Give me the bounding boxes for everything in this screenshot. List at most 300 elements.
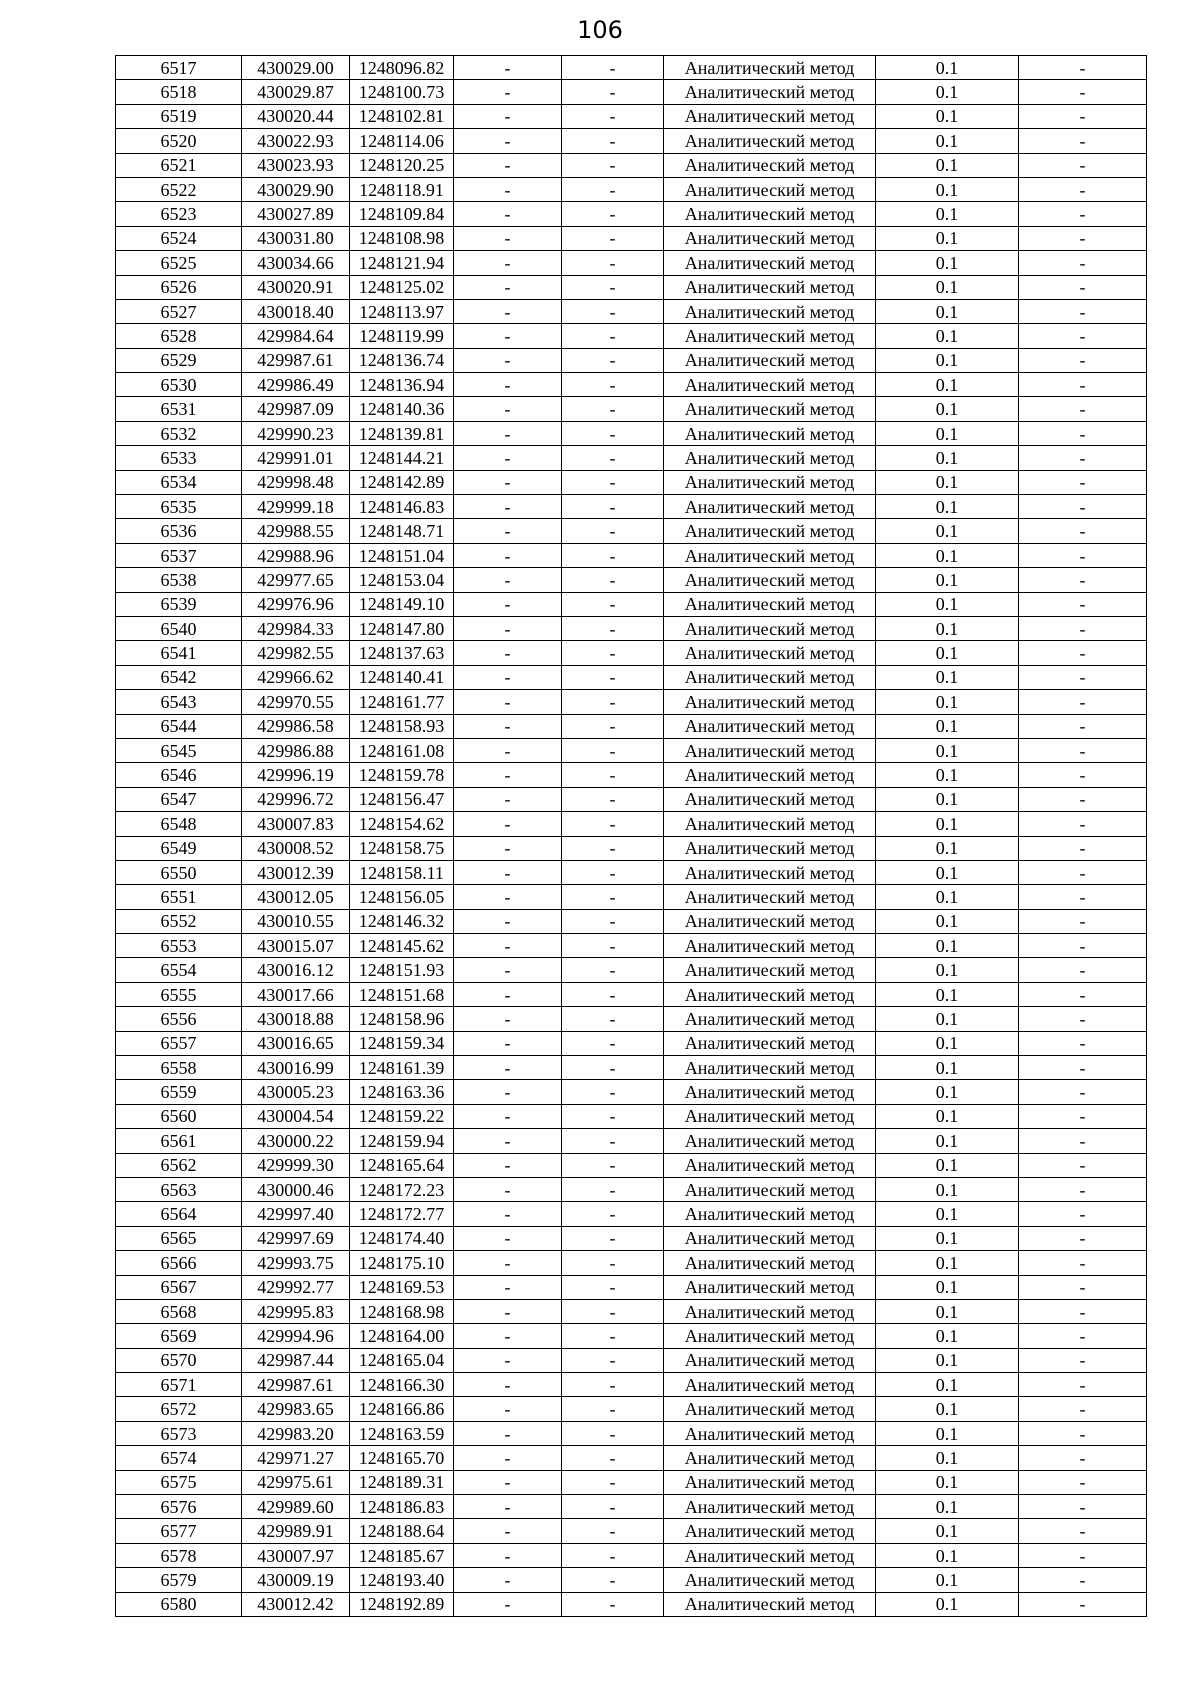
accuracy-cell: 0.1 [876, 1348, 1019, 1372]
x-coordinate-cell: 429987.44 [242, 1348, 350, 1372]
col8-cell: - [1019, 982, 1147, 1006]
method-cell: Аналитический метод [664, 202, 876, 226]
col5-cell: - [562, 1397, 664, 1421]
x-coordinate-cell: 429991.01 [242, 446, 350, 470]
method-cell: Аналитический метод [664, 958, 876, 982]
col4-cell: - [454, 1568, 562, 1592]
x-coordinate-cell: 430012.05 [242, 885, 350, 909]
col4-cell: - [454, 80, 562, 104]
col5-cell: - [562, 1251, 664, 1275]
method-cell: Аналитический метод [664, 129, 876, 153]
col8-cell: - [1019, 153, 1147, 177]
col5-cell: - [562, 1226, 664, 1250]
y-coordinate-cell: 1248120.25 [350, 153, 454, 177]
col5-cell: - [562, 714, 664, 738]
col8-cell: - [1019, 421, 1147, 445]
method-cell: Аналитический метод [664, 56, 876, 80]
point-number-cell: 6529 [116, 348, 242, 372]
point-number-cell: 6524 [116, 226, 242, 250]
point-number-cell: 6569 [116, 1324, 242, 1348]
table-row [116, 934, 1147, 958]
y-coordinate-cell: 1248145.62 [350, 934, 454, 958]
point-number-cell: 6532 [116, 421, 242, 445]
method-cell: Аналитический метод [664, 177, 876, 201]
table-row [116, 1031, 1147, 1055]
col5-cell: - [562, 592, 664, 616]
y-coordinate-cell: 1248158.93 [350, 714, 454, 738]
x-coordinate-cell: 430005.23 [242, 1080, 350, 1104]
col4-cell: - [454, 543, 562, 567]
table-row [116, 1104, 1147, 1128]
y-coordinate-cell: 1248156.47 [350, 787, 454, 811]
accuracy-cell: 0.1 [876, 641, 1019, 665]
table-row [116, 80, 1147, 104]
col4-cell: - [454, 568, 562, 592]
col5-cell: - [562, 763, 664, 787]
accuracy-cell: 0.1 [876, 934, 1019, 958]
table-row [116, 812, 1147, 836]
accuracy-cell: 0.1 [876, 738, 1019, 762]
x-coordinate-cell: 429997.69 [242, 1226, 350, 1250]
col8-cell: - [1019, 641, 1147, 665]
col4-cell: - [454, 1299, 562, 1323]
point-number-cell: 6538 [116, 568, 242, 592]
col4-cell: - [454, 202, 562, 226]
x-coordinate-cell: 429984.33 [242, 616, 350, 640]
col5-cell: - [562, 1373, 664, 1397]
col5-cell: - [562, 226, 664, 250]
method-cell: Аналитический метод [664, 1007, 876, 1031]
method-cell: Аналитический метод [664, 1446, 876, 1470]
x-coordinate-cell: 430007.97 [242, 1543, 350, 1567]
x-coordinate-cell: 429977.65 [242, 568, 350, 592]
point-number-cell: 6544 [116, 714, 242, 738]
accuracy-cell: 0.1 [876, 1470, 1019, 1494]
accuracy-cell: 0.1 [876, 616, 1019, 640]
y-coordinate-cell: 1248193.40 [350, 1568, 454, 1592]
col8-cell: - [1019, 495, 1147, 519]
col5-cell: - [562, 80, 664, 104]
point-number-cell: 6572 [116, 1397, 242, 1421]
col4-cell: - [454, 1251, 562, 1275]
method-cell: Аналитический метод [664, 1275, 876, 1299]
col4-cell: - [454, 1348, 562, 1372]
method-cell: Аналитический метод [664, 226, 876, 250]
table-row [116, 1080, 1147, 1104]
col4-cell: - [454, 226, 562, 250]
col5-cell: - [562, 275, 664, 299]
method-cell: Аналитический метод [664, 519, 876, 543]
x-coordinate-cell: 430016.12 [242, 958, 350, 982]
accuracy-cell: 0.1 [876, 177, 1019, 201]
accuracy-cell: 0.1 [876, 1397, 1019, 1421]
accuracy-cell: 0.1 [876, 1519, 1019, 1543]
col4-cell: - [454, 1397, 562, 1421]
col5-cell: - [562, 1348, 664, 1372]
method-cell: Аналитический метод [664, 1299, 876, 1323]
x-coordinate-cell: 429971.27 [242, 1446, 350, 1470]
col4-cell: - [454, 1007, 562, 1031]
col4-cell: - [454, 397, 562, 421]
method-cell: Аналитический метод [664, 348, 876, 372]
method-cell: Аналитический метод [664, 1177, 876, 1201]
y-coordinate-cell: 1248140.41 [350, 665, 454, 689]
y-coordinate-cell: 1248158.96 [350, 1007, 454, 1031]
col5-cell: - [562, 836, 664, 860]
accuracy-cell: 0.1 [876, 373, 1019, 397]
col8-cell: - [1019, 1421, 1147, 1445]
x-coordinate-cell: 430029.90 [242, 177, 350, 201]
col8-cell: - [1019, 373, 1147, 397]
x-coordinate-cell: 430000.46 [242, 1177, 350, 1201]
col8-cell: - [1019, 56, 1147, 80]
col5-cell: - [562, 982, 664, 1006]
col5-cell: - [562, 153, 664, 177]
table-row [116, 1519, 1147, 1543]
col4-cell: - [454, 982, 562, 1006]
col4-cell: - [454, 421, 562, 445]
table-row [116, 641, 1147, 665]
table-row [116, 1056, 1147, 1080]
table-row [116, 1324, 1147, 1348]
col8-cell: - [1019, 299, 1147, 323]
accuracy-cell: 0.1 [876, 1129, 1019, 1153]
accuracy-cell: 0.1 [876, 56, 1019, 80]
accuracy-cell: 0.1 [876, 421, 1019, 445]
x-coordinate-cell: 429986.88 [242, 738, 350, 762]
method-cell: Аналитический метод [664, 1080, 876, 1104]
y-coordinate-cell: 1248186.83 [350, 1495, 454, 1519]
accuracy-cell: 0.1 [876, 543, 1019, 567]
col4-cell: - [454, 1324, 562, 1348]
method-cell: Аналитический метод [664, 1519, 876, 1543]
point-number-cell: 6573 [116, 1421, 242, 1445]
x-coordinate-cell: 430027.89 [242, 202, 350, 226]
col4-cell: - [454, 690, 562, 714]
col5-cell: - [562, 202, 664, 226]
method-cell: Аналитический метод [664, 812, 876, 836]
x-coordinate-cell: 430012.42 [242, 1592, 350, 1616]
table-row [116, 56, 1147, 80]
y-coordinate-cell: 1248159.34 [350, 1031, 454, 1055]
y-coordinate-cell: 1248146.83 [350, 495, 454, 519]
col5-cell: - [562, 1299, 664, 1323]
method-cell: Аналитический метод [664, 373, 876, 397]
y-coordinate-cell: 1248118.91 [350, 177, 454, 201]
method-cell: Аналитический метод [664, 1592, 876, 1616]
y-coordinate-cell: 1248121.94 [350, 251, 454, 275]
table-row [116, 275, 1147, 299]
col8-cell: - [1019, 958, 1147, 982]
y-coordinate-cell: 1248161.08 [350, 738, 454, 762]
col5-cell: - [562, 421, 664, 445]
point-number-cell: 6574 [116, 1446, 242, 1470]
method-cell: Аналитический метод [664, 690, 876, 714]
accuracy-cell: 0.1 [876, 324, 1019, 348]
table-row [116, 299, 1147, 323]
y-coordinate-cell: 1248139.81 [350, 421, 454, 445]
point-number-cell: 6571 [116, 1373, 242, 1397]
col5-cell: - [562, 665, 664, 689]
method-cell: Аналитический метод [664, 934, 876, 958]
point-number-cell: 6552 [116, 909, 242, 933]
point-number-cell: 6558 [116, 1056, 242, 1080]
table-row [116, 958, 1147, 982]
col4-cell: - [454, 860, 562, 884]
table-row [116, 568, 1147, 592]
y-coordinate-cell: 1248158.75 [350, 836, 454, 860]
point-number-cell: 6565 [116, 1226, 242, 1250]
x-coordinate-cell: 429995.83 [242, 1299, 350, 1323]
y-coordinate-cell: 1248165.64 [350, 1153, 454, 1177]
table-row [116, 226, 1147, 250]
col5-cell: - [562, 1080, 664, 1104]
method-cell: Аналитический метод [664, 397, 876, 421]
point-number-cell: 6523 [116, 202, 242, 226]
y-coordinate-cell: 1248136.94 [350, 373, 454, 397]
method-cell: Аналитический метод [664, 592, 876, 616]
col8-cell: - [1019, 251, 1147, 275]
accuracy-cell: 0.1 [876, 982, 1019, 1006]
x-coordinate-cell: 429970.55 [242, 690, 350, 714]
y-coordinate-cell: 1248136.74 [350, 348, 454, 372]
y-coordinate-cell: 1248142.89 [350, 470, 454, 494]
y-coordinate-cell: 1248108.98 [350, 226, 454, 250]
col8-cell: - [1019, 543, 1147, 567]
table-row [116, 592, 1147, 616]
x-coordinate-cell: 430000.22 [242, 1129, 350, 1153]
point-number-cell: 6525 [116, 251, 242, 275]
col5-cell: - [562, 543, 664, 567]
col8-cell: - [1019, 470, 1147, 494]
table-row [116, 421, 1147, 445]
col4-cell: - [454, 56, 562, 80]
col8-cell: - [1019, 446, 1147, 470]
x-coordinate-cell: 429993.75 [242, 1251, 350, 1275]
method-cell: Аналитический метод [664, 495, 876, 519]
point-number-cell: 6546 [116, 763, 242, 787]
table-row [116, 1153, 1147, 1177]
table-row [116, 1299, 1147, 1323]
col8-cell: - [1019, 1519, 1147, 1543]
col8-cell: - [1019, 202, 1147, 226]
point-number-cell: 6521 [116, 153, 242, 177]
col4-cell: - [454, 934, 562, 958]
x-coordinate-cell: 429984.64 [242, 324, 350, 348]
x-coordinate-cell: 429966.62 [242, 665, 350, 689]
y-coordinate-cell: 1248137.63 [350, 641, 454, 665]
col4-cell: - [454, 714, 562, 738]
x-coordinate-cell: 429988.96 [242, 543, 350, 567]
col5-cell: - [562, 1031, 664, 1055]
col8-cell: - [1019, 665, 1147, 689]
method-cell: Аналитический метод [664, 299, 876, 323]
col5-cell: - [562, 1104, 664, 1128]
method-cell: Аналитический метод [664, 1397, 876, 1421]
col5-cell: - [562, 934, 664, 958]
point-number-cell: 6548 [116, 812, 242, 836]
col4-cell: - [454, 958, 562, 982]
point-number-cell: 6566 [116, 1251, 242, 1275]
y-coordinate-cell: 1248163.59 [350, 1421, 454, 1445]
col4-cell: - [454, 1543, 562, 1567]
y-coordinate-cell: 1248144.21 [350, 446, 454, 470]
x-coordinate-cell: 429996.19 [242, 763, 350, 787]
y-coordinate-cell: 1248096.82 [350, 56, 454, 80]
point-number-cell: 6567 [116, 1275, 242, 1299]
method-cell: Аналитический метод [664, 1226, 876, 1250]
col5-cell: - [562, 1543, 664, 1567]
accuracy-cell: 0.1 [876, 909, 1019, 933]
method-cell: Аналитический метод [664, 763, 876, 787]
point-number-cell: 6557 [116, 1031, 242, 1055]
accuracy-cell: 0.1 [876, 129, 1019, 153]
col4-cell: - [454, 787, 562, 811]
x-coordinate-cell: 429987.61 [242, 1373, 350, 1397]
accuracy-cell: 0.1 [876, 1251, 1019, 1275]
col8-cell: - [1019, 738, 1147, 762]
col5-cell: - [562, 1202, 664, 1226]
table-row [116, 543, 1147, 567]
accuracy-cell: 0.1 [876, 1299, 1019, 1323]
col5-cell: - [562, 299, 664, 323]
method-cell: Аналитический метод [664, 80, 876, 104]
method-cell: Аналитический метод [664, 1373, 876, 1397]
method-cell: Аналитический метод [664, 1153, 876, 1177]
x-coordinate-cell: 429997.40 [242, 1202, 350, 1226]
col5-cell: - [562, 129, 664, 153]
table-row [116, 1202, 1147, 1226]
point-number-cell: 6543 [116, 690, 242, 714]
y-coordinate-cell: 1248166.30 [350, 1373, 454, 1397]
col5-cell: - [562, 251, 664, 275]
method-cell: Аналитический метод [664, 885, 876, 909]
accuracy-cell: 0.1 [876, 1080, 1019, 1104]
y-coordinate-cell: 1248166.86 [350, 1397, 454, 1421]
y-coordinate-cell: 1248149.10 [350, 592, 454, 616]
accuracy-cell: 0.1 [876, 1543, 1019, 1567]
table-row [116, 1251, 1147, 1275]
method-cell: Аналитический метод [664, 153, 876, 177]
y-coordinate-cell: 1248159.22 [350, 1104, 454, 1128]
accuracy-cell: 0.1 [876, 568, 1019, 592]
x-coordinate-cell: 430004.54 [242, 1104, 350, 1128]
method-cell: Аналитический метод [664, 787, 876, 811]
col8-cell: - [1019, 1373, 1147, 1397]
x-coordinate-cell: 430020.44 [242, 104, 350, 128]
point-number-cell: 6537 [116, 543, 242, 567]
col4-cell: - [454, 446, 562, 470]
col4-cell: - [454, 1470, 562, 1494]
accuracy-cell: 0.1 [876, 1007, 1019, 1031]
col4-cell: - [454, 519, 562, 543]
col8-cell: - [1019, 714, 1147, 738]
col8-cell: - [1019, 1324, 1147, 1348]
col5-cell: - [562, 958, 664, 982]
x-coordinate-cell: 429987.61 [242, 348, 350, 372]
method-cell: Аналитический метод [664, 1056, 876, 1080]
y-coordinate-cell: 1248140.36 [350, 397, 454, 421]
accuracy-cell: 0.1 [876, 1446, 1019, 1470]
col8-cell: - [1019, 177, 1147, 201]
method-cell: Аналитический метод [664, 1495, 876, 1519]
method-cell: Аналитический метод [664, 104, 876, 128]
method-cell: Аналитический метод [664, 324, 876, 348]
col4-cell: - [454, 836, 562, 860]
accuracy-cell: 0.1 [876, 958, 1019, 982]
col8-cell: - [1019, 1007, 1147, 1031]
y-coordinate-cell: 1248172.23 [350, 1177, 454, 1201]
accuracy-cell: 0.1 [876, 787, 1019, 811]
method-cell: Аналитический метод [664, 1202, 876, 1226]
x-coordinate-cell: 430016.99 [242, 1056, 350, 1080]
method-cell: Аналитический метод [664, 543, 876, 567]
table-row [116, 787, 1147, 811]
point-number-cell: 6551 [116, 885, 242, 909]
x-coordinate-cell: 430034.66 [242, 251, 350, 275]
accuracy-cell: 0.1 [876, 446, 1019, 470]
table-row [116, 495, 1147, 519]
accuracy-cell: 0.1 [876, 690, 1019, 714]
method-cell: Аналитический метод [664, 714, 876, 738]
table-row [116, 153, 1147, 177]
col4-cell: - [454, 299, 562, 323]
col8-cell: - [1019, 1299, 1147, 1323]
y-coordinate-cell: 1248153.04 [350, 568, 454, 592]
col5-cell: - [562, 1324, 664, 1348]
col8-cell: - [1019, 1153, 1147, 1177]
x-coordinate-cell: 429994.96 [242, 1324, 350, 1348]
y-coordinate-cell: 1248151.68 [350, 982, 454, 1006]
col4-cell: - [454, 1129, 562, 1153]
col8-cell: - [1019, 1031, 1147, 1055]
col8-cell: - [1019, 1446, 1147, 1470]
accuracy-cell: 0.1 [876, 397, 1019, 421]
col8-cell: - [1019, 1129, 1147, 1153]
point-number-cell: 6568 [116, 1299, 242, 1323]
y-coordinate-cell: 1248102.81 [350, 104, 454, 128]
method-cell: Аналитический метод [664, 1104, 876, 1128]
col4-cell: - [454, 1519, 562, 1543]
col4-cell: - [454, 885, 562, 909]
y-coordinate-cell: 1248151.93 [350, 958, 454, 982]
x-coordinate-cell: 430023.93 [242, 153, 350, 177]
y-coordinate-cell: 1248159.94 [350, 1129, 454, 1153]
y-coordinate-cell: 1248113.97 [350, 299, 454, 323]
col4-cell: - [454, 251, 562, 275]
method-cell: Аналитический метод [664, 641, 876, 665]
point-number-cell: 6559 [116, 1080, 242, 1104]
col8-cell: - [1019, 226, 1147, 250]
col8-cell: - [1019, 1348, 1147, 1372]
point-number-cell: 6562 [116, 1153, 242, 1177]
col8-cell: - [1019, 836, 1147, 860]
x-coordinate-cell: 429982.55 [242, 641, 350, 665]
col8-cell: - [1019, 1568, 1147, 1592]
table-row [116, 909, 1147, 933]
accuracy-cell: 0.1 [876, 665, 1019, 689]
y-coordinate-cell: 1248156.05 [350, 885, 454, 909]
y-coordinate-cell: 1248185.67 [350, 1543, 454, 1567]
accuracy-cell: 0.1 [876, 202, 1019, 226]
col4-cell: - [454, 373, 562, 397]
col8-cell: - [1019, 1202, 1147, 1226]
method-cell: Аналитический метод [664, 470, 876, 494]
y-coordinate-cell: 1248146.32 [350, 909, 454, 933]
method-cell: Аналитический метод [664, 1251, 876, 1275]
y-coordinate-cell: 1248165.70 [350, 1446, 454, 1470]
col5-cell: - [562, 1129, 664, 1153]
